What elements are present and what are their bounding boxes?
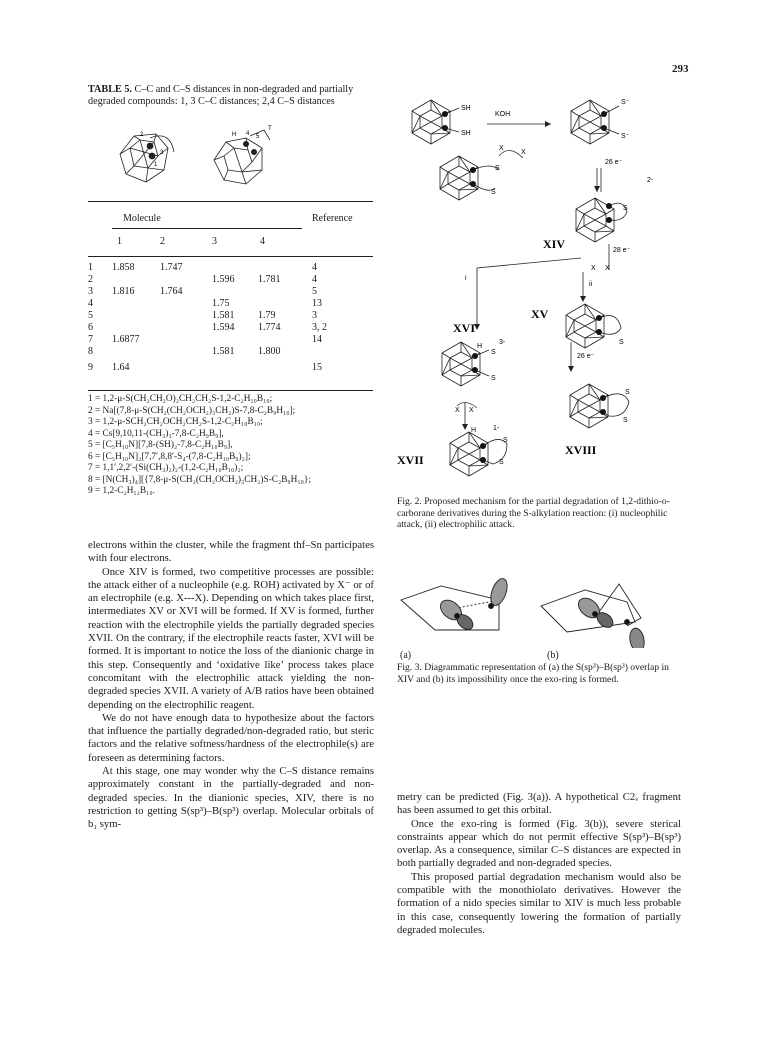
label-26e: 26 e⁻ bbox=[605, 159, 623, 166]
label-s: S bbox=[491, 375, 496, 382]
figure-2-caption-label: Fig. 2. bbox=[397, 496, 422, 507]
diagram-label-3: 3 bbox=[160, 150, 164, 156]
footnote: 7 = 1,1′,2,2′-(Si(CH₃)₂)₂-(1,2-C₂H₁₀B₁₀)₂; bbox=[88, 463, 244, 473]
paragraph: Once the exo-ring is formed (Fig. 3(b)), severe sterical constraints appear which do not permit effective S(sp³)–B(sp³) overlap. As a consequence, similar C–S distances are expected in both partially degraded and non-degraded species. bbox=[397, 817, 681, 870]
figure-2-mechanism bbox=[395, 72, 690, 492]
diagram-label-h: H bbox=[232, 132, 237, 138]
row-id: 6 bbox=[88, 322, 93, 333]
cluster-reactant bbox=[412, 100, 450, 144]
cell-c1: 1.64 bbox=[112, 362, 130, 373]
header-col-1: 1 bbox=[117, 236, 122, 247]
label-xvi: XVI bbox=[453, 321, 476, 335]
cell-ref: 15 bbox=[312, 362, 322, 373]
cluster-xviii bbox=[570, 384, 608, 428]
label-s: S bbox=[495, 165, 500, 172]
header-molecule: Molecule bbox=[123, 213, 161, 224]
row-id: 1 bbox=[88, 262, 93, 273]
figure-2-caption-text: Proposed mechanism for the partial degradation of 1,2-dithio-o-carborane derivatives during the S-alkylation reaction: (i) nucleophilic attack, (ii) electrophilic attack. bbox=[397, 496, 670, 531]
label-charge: 3- bbox=[499, 339, 506, 346]
cluster-intermediate bbox=[440, 156, 478, 200]
table-row bbox=[88, 262, 373, 274]
body-text-right bbox=[397, 791, 681, 937]
footnote: 2 = Na[(7,8-μ-S(CH₂(CH₂OCH₂)₃CH₂)S-7,8-C₂B₉H₁₀]; bbox=[88, 405, 296, 416]
label-xv: XV bbox=[531, 307, 549, 321]
row-id: 5 bbox=[88, 310, 93, 321]
cell-ref: 5 bbox=[312, 286, 317, 297]
row-id: 9 bbox=[88, 362, 93, 373]
table-row bbox=[88, 346, 373, 358]
label-x: X bbox=[499, 145, 504, 152]
label-s-minus: S⁻ bbox=[621, 99, 630, 106]
header-col-2: 2 bbox=[160, 236, 165, 247]
table-mid-rule bbox=[88, 256, 373, 257]
label-sh: SH bbox=[461, 130, 471, 137]
paragraph: electrons within the cluster, while the fragment thf–Sn participates with four electrons. bbox=[88, 539, 374, 565]
body-text-left bbox=[88, 539, 374, 832]
label-s: S bbox=[491, 349, 496, 356]
figure-3a-label: (a) bbox=[400, 650, 412, 661]
row-id: 4 bbox=[88, 298, 93, 309]
table-row bbox=[88, 274, 373, 286]
label-xiv: XIV bbox=[543, 237, 566, 251]
table-structure-diagrams bbox=[110, 124, 290, 190]
label-ii: ii bbox=[589, 281, 593, 288]
label-koh: KOH bbox=[495, 111, 511, 118]
cell-ref: 14 bbox=[312, 334, 322, 345]
figure-3b-label: (b) bbox=[547, 650, 559, 661]
table-caption bbox=[88, 84, 373, 108]
footnote: 5 = [C₅H₁₀N][7,8-(SH)₂-7,8-C₂H₁₀B₉], bbox=[88, 440, 233, 450]
label-s: S bbox=[491, 189, 496, 196]
figure-3-caption-label: Fig. 3. bbox=[397, 662, 422, 673]
header-col-3: 3 bbox=[212, 236, 217, 247]
table-footnotes bbox=[88, 394, 373, 498]
overlap-diagram-b bbox=[541, 584, 646, 648]
label-xviii: XVIII bbox=[565, 443, 597, 457]
label-s-minus: S⁻ bbox=[621, 133, 630, 140]
cell-c3: 1.594 bbox=[212, 322, 235, 333]
label-x: X bbox=[591, 265, 596, 272]
cluster-diagram-left bbox=[120, 134, 174, 182]
cluster-dianion bbox=[571, 100, 609, 144]
cell-c1: 1.6877 bbox=[112, 334, 140, 345]
label-xvii: XVII bbox=[397, 453, 424, 467]
label-s: S bbox=[619, 339, 624, 346]
cell-ref: 3, 2 bbox=[312, 322, 327, 333]
label-s: S bbox=[625, 389, 630, 396]
footnote: 6 = [C₅H₁₀N]₂[7,7′,8,8′-S₄-(7,8-C₂H₁₀B₉)₂]; bbox=[88, 451, 251, 462]
footnote: 1 = 1,2-μ-S(CH₂CH₂O)₂CH₂CH₂S-1,2-C₂H₁₀B₁₀; bbox=[88, 394, 273, 404]
cell-c4: 1.774 bbox=[258, 322, 281, 333]
row-id: 7 bbox=[88, 334, 93, 345]
label-s: S bbox=[499, 459, 504, 466]
label-s: S bbox=[623, 205, 628, 212]
table-row bbox=[88, 362, 373, 374]
footnote: 9 = 1,2-C₂H₁₂B₁₀. bbox=[88, 486, 155, 496]
diagram-label-4: 4 bbox=[246, 131, 250, 137]
figure-3-caption-text: Diagrammatic representation of (a) the S(sp³)–B(sp³) overlap in XIV and (b) its impossibility once the exo-ring is formed. bbox=[397, 662, 669, 685]
paragraph: This proposed partial degradation mechanism would also be compatible with the monothiolato derivatives. However the formation of a nido species similar to XIV is much less probable in this case, consequently lowering the formation of partially degraded molecules. bbox=[397, 870, 681, 936]
footnote: 3 = 1,2-μ-SCH₂CH₂OCH₂CH₂S-1,2-C₂H₁₀B₁₀; bbox=[88, 417, 263, 427]
cluster-diagram-right bbox=[214, 130, 270, 184]
diagram-label-5: 5 bbox=[256, 134, 260, 140]
figure-3-caption bbox=[397, 662, 682, 685]
row-id: 8 bbox=[88, 346, 93, 357]
page-number: 293 bbox=[672, 63, 689, 75]
header-col-4: 4 bbox=[260, 236, 265, 247]
cell-ref: 3 bbox=[312, 310, 317, 321]
cell-c2: 1.764 bbox=[160, 286, 183, 297]
footnote: 8 = [N(CH₃)₄][{7,8-μ-S(CH₂(CH₂OCH₂)₃CH₂)S-C₂B₉H₁₀}; bbox=[88, 474, 311, 485]
cell-c3: 1.581 bbox=[212, 310, 235, 321]
table-row bbox=[88, 334, 373, 346]
footnote: 4 = Cs[9,10,11-(CH₃)₃-7,8-C₂H₉B₉], bbox=[88, 428, 224, 439]
label-x: X bbox=[455, 407, 460, 414]
table-header-rule bbox=[112, 228, 302, 229]
header-reference: Reference bbox=[312, 213, 353, 224]
cluster-xvii bbox=[450, 432, 488, 476]
label-s: S bbox=[503, 437, 508, 444]
label-charge: 2- bbox=[647, 177, 654, 184]
paragraph: We do not have enough data to hypothesize about the factors that influence the partially degraded/non-degraded ratio, but steric factors and the relative softness/hardness of the electrophile(s) are foreseen as determining factors. bbox=[88, 711, 374, 764]
overlap-diagram-a bbox=[401, 578, 510, 632]
label-h: H bbox=[471, 427, 477, 434]
label-i: i bbox=[465, 275, 467, 282]
cell-c4: 1.79 bbox=[258, 310, 276, 321]
label-26e: 26 e⁻ bbox=[577, 353, 595, 360]
table-row bbox=[88, 310, 373, 322]
table-row bbox=[88, 322, 373, 334]
cell-ref: 4 bbox=[312, 274, 317, 285]
table-row bbox=[88, 286, 373, 298]
label-x: X bbox=[521, 149, 526, 156]
cell-c3: 1.596 bbox=[212, 274, 235, 285]
row-id: 2 bbox=[88, 274, 93, 285]
table-row bbox=[88, 298, 373, 310]
figure-3-diagrams bbox=[395, 578, 685, 648]
table-bottom-rule bbox=[88, 390, 373, 391]
cell-c4: 1.800 bbox=[258, 346, 281, 357]
cell-c4: 1.781 bbox=[258, 274, 281, 285]
label-charge: 1- bbox=[493, 425, 500, 432]
row-id: 3 bbox=[88, 286, 93, 297]
paragraph: At this stage, one may wonder why the C–S distance remains approximately constant in the partially-degraded and non-degraded species. In the dianionic species, XIV, there is no restriction to getting S(sp³)–B(sp³) overlap. Molecular orbitals of b₁ sym- bbox=[88, 765, 374, 831]
paragraph: Once XIV is formed, two competitive processes are possible: the attack either of a nucleophile (e.g. ROH) activated by X⁻ or of an electrophile (e.g. X---X). Depending on which takes place first, intermediates XV or XVI will be formed. If XV is formed, further reaction with the electrophile yields the partially degraded species XVII. On the contrary, if the electrophile reacts faster, XVI will be formed. It is important to notice the loss of the dianionic charge in this step. Consequently and ‘oxidative like’ process takes place concomitant with the electrophilic attack yielding the non-degraded species XVII. A variety of A/B ratios have been obtained depending on the electrophilic reagent. bbox=[88, 565, 374, 711]
diagram-label-2: 2 bbox=[140, 132, 144, 138]
label-x: X bbox=[469, 407, 474, 414]
label-28e: 28 e⁻ bbox=[613, 247, 631, 254]
cell-c3: 1.581 bbox=[212, 346, 235, 357]
cell-ref: 4 bbox=[312, 262, 317, 273]
table-top-rule bbox=[88, 201, 373, 202]
cell-c1: 1.858 bbox=[112, 262, 135, 273]
diagram-label-t: T bbox=[268, 126, 272, 132]
label-x: X bbox=[605, 265, 610, 272]
cluster-xv bbox=[566, 304, 604, 348]
cell-c3: 1.75 bbox=[212, 298, 230, 309]
table-caption-text: C–C and C–S distances in non-degraded and partially degraded compounds: 1, 3 C–C distances; 2,4 C–S distances bbox=[88, 84, 354, 107]
paragraph: metry can be predicted (Fig. 3(a)). A hypothetical C2ᵥ fragment has been assumed to get this orbital. bbox=[397, 791, 681, 817]
diagram-label-1: 1 bbox=[154, 162, 158, 168]
cell-ref: 13 bbox=[312, 298, 322, 309]
label-h: H bbox=[477, 343, 483, 350]
figure-2-caption bbox=[397, 496, 682, 531]
table-caption-label: TABLE 5. bbox=[88, 84, 132, 95]
cell-c2: 1.747 bbox=[160, 262, 183, 273]
label-sh: SH bbox=[461, 105, 471, 112]
cluster-xvi bbox=[442, 342, 483, 386]
cell-c1: 1.816 bbox=[112, 286, 135, 297]
label-s: S bbox=[623, 417, 628, 424]
